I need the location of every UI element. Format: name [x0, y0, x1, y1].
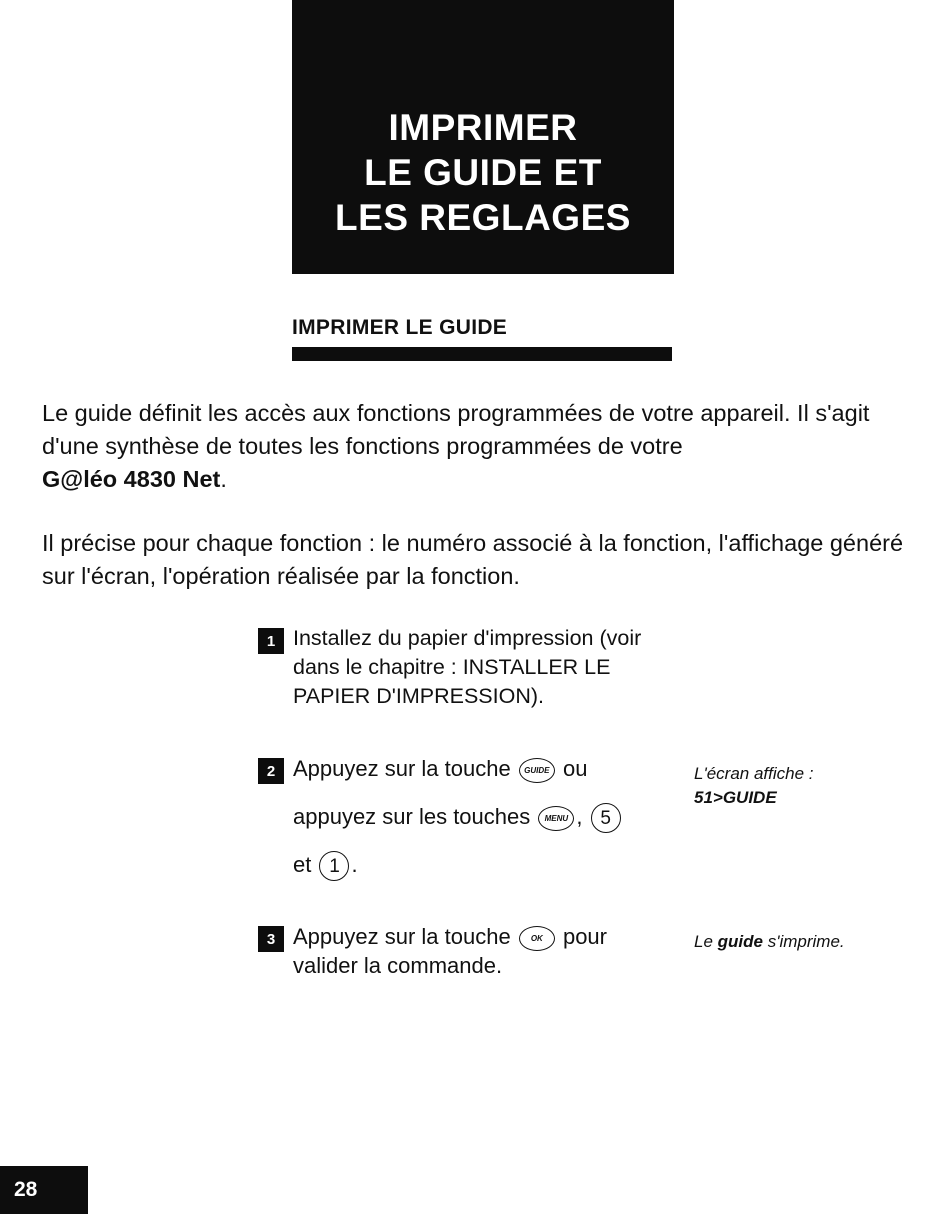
guide-key-icon: GUIDE: [519, 758, 555, 783]
key-1-icon: 1: [319, 851, 349, 881]
step-2-line-2: [293, 802, 673, 850]
step-2-line-1: [293, 754, 673, 802]
step-2-or: ou: [562, 756, 588, 781]
step-number-badge: 3: [258, 926, 284, 952]
ok-key-icon: OK: [519, 926, 555, 951]
step-3-line-1-text: Appuyez sur la touche: [293, 924, 511, 949]
step-3-for: pour: [562, 924, 607, 949]
screen-display-value: 51>GUIDE: [694, 788, 777, 807]
page-number: 28: [0, 1166, 88, 1214]
section-underline: [292, 347, 672, 361]
step-1-text: Installez du papier d'impression (voir dans le chapitre : INSTALLER LE PAPIER D'IMPRESSION).: [293, 626, 642, 708]
step-2-and: et: [293, 852, 312, 877]
step-number-badge: 1: [258, 628, 284, 654]
step-3-text: [293, 922, 673, 980]
step-2-line-3: [293, 850, 673, 898]
intro-paragraph-2: Il précise pour chaque fonction : le numéro associé à la fonction, l'affichage généré sur l'écran, l'opération réalisée par la fonction.: [42, 530, 904, 589]
screen-display-note: [694, 762, 813, 810]
step-2-text: [293, 754, 673, 898]
intro-paragraph-1-text: Le guide définit les accès aux fonctions programmées de votre appareil. Il s'agit d'une synthèse de toutes les fonctions programmées de votre: [42, 400, 870, 459]
step-3-line-2: valider la commande.: [293, 953, 503, 978]
print-status-a: Le: [694, 932, 713, 951]
step-2-line-2-text: appuyez sur les touches: [293, 804, 531, 829]
product-name: G@léo 4830 Net: [42, 466, 221, 492]
step-3-line-1: [293, 922, 673, 951]
key-5-icon: 5: [591, 803, 621, 833]
chapter-title-line-3: LES REGLAGES: [335, 197, 631, 238]
step-number-badge: 2: [258, 758, 284, 784]
chapter-title-box: [292, 0, 674, 274]
print-status-note: [694, 930, 845, 954]
print-status-bold: guide: [717, 932, 763, 951]
step-2-separator: ,: [576, 804, 583, 829]
step-2-end: .: [351, 852, 358, 877]
step-2-line-1-text: Appuyez sur la touche: [293, 756, 511, 781]
chapter-title-line-2: LE GUIDE ET: [364, 152, 602, 193]
intro-paragraph-1: [42, 397, 922, 496]
chapter-title-line-1: IMPRIMER: [388, 107, 578, 148]
print-status-b: s'imprime.: [767, 932, 845, 951]
menu-key-icon: MENU: [538, 806, 574, 831]
screen-display-label: L'écran affiche :: [694, 764, 814, 783]
intro-paragraph-1-end: .: [220, 466, 227, 492]
section-heading: IMPRIMER LE GUIDE: [292, 316, 508, 339]
